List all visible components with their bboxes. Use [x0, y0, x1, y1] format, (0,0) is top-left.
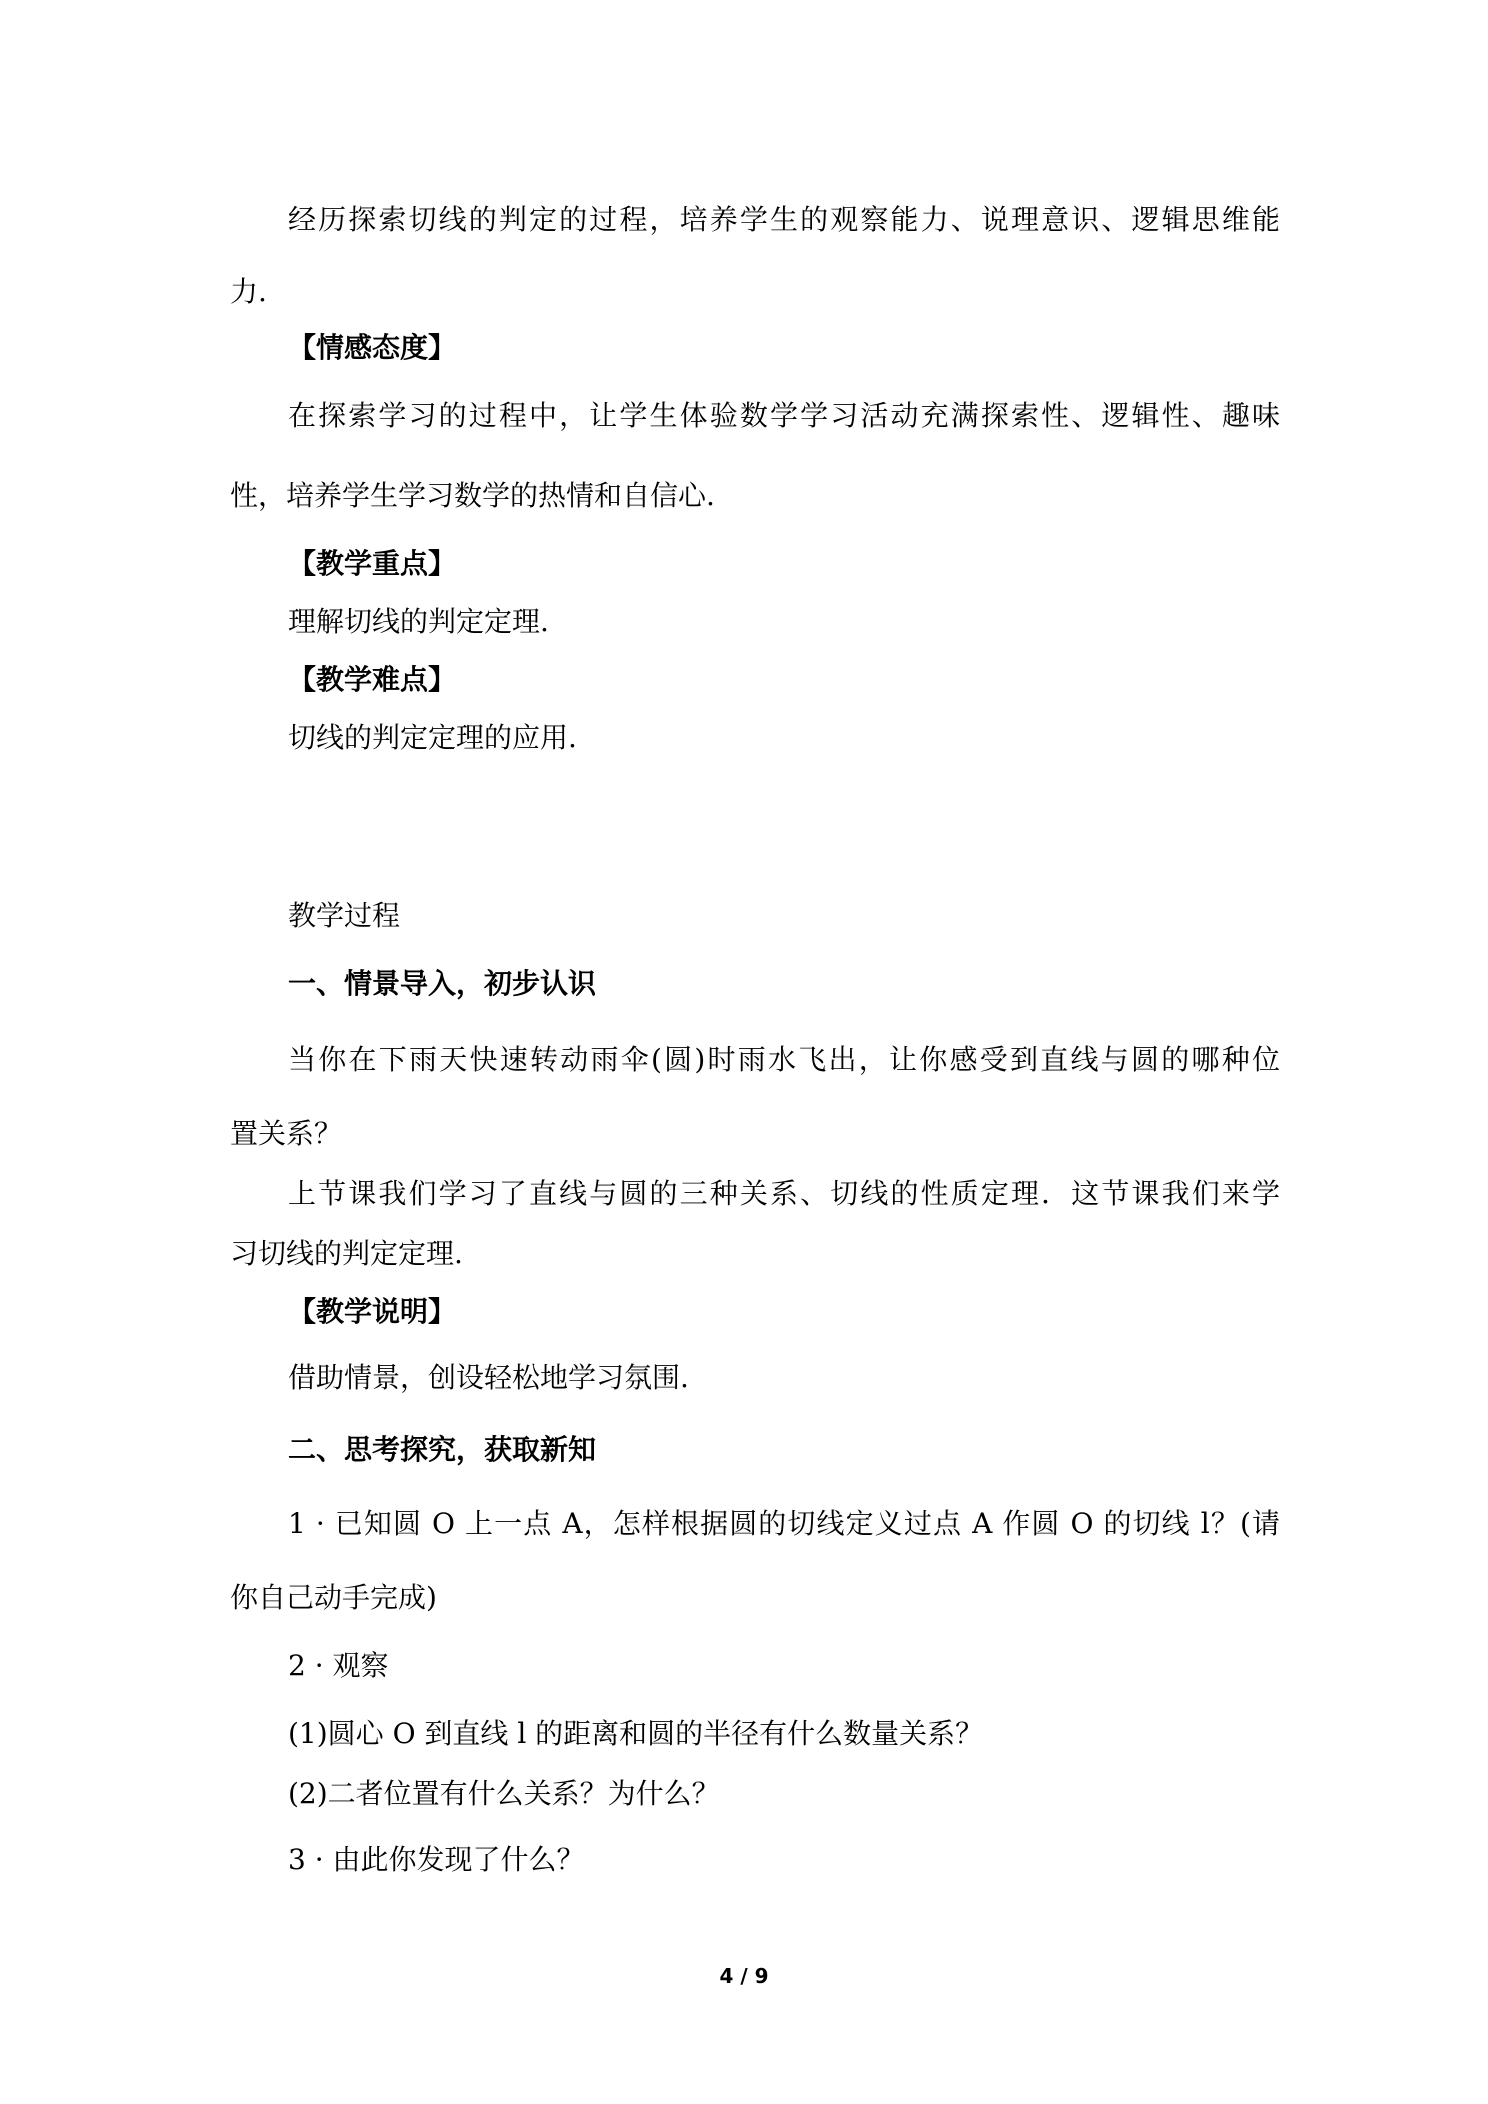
paragraph-line: 力. [230, 275, 267, 308]
paragraph-line: 习切线的判定定理. [230, 1237, 463, 1270]
process-title: 教学过程 [288, 899, 401, 932]
section-heading-2: 二、思考探究，获取新知 [288, 1433, 597, 1466]
paragraph-line: 上节课我们学习了直线与圆的三种关系、切线的性质定理．这节课我们来学 [288, 1177, 1280, 1210]
section-heading-note: 【教学说明】 [288, 1295, 457, 1328]
section-heading-difficulty: 【教学难点】 [288, 663, 457, 696]
paragraph-line: 你自己动手完成) [230, 1581, 437, 1614]
paragraph-line: 1 · 已知圆 O 上一点 A，怎样根据圆的切线定义过点 A 作圆 O 的切线 l？(请 [288, 1507, 1280, 1540]
paragraph-line: 性，培养学生学习数学的热情和自信心. [230, 479, 715, 512]
paragraph-line: 切线的判定定理的应用. [288, 721, 577, 754]
paragraph-line: (1)圆心 O 到直线 l 的距离和圆的半径有什么数量关系？ [288, 1717, 984, 1750]
page-number: 4 / 9 [719, 1964, 769, 1988]
section-heading-key-point: 【教学重点】 [288, 547, 457, 580]
paragraph-line: 置关系？ [230, 1117, 343, 1150]
paragraph-line: 在探索学习的过程中，让学生体验数学学习活动充满探索性、逻辑性、趣味 [288, 399, 1280, 432]
paragraph-line: 经历探索切线的判定的过程，培养学生的观察能力、说理意识、逻辑思维能 [288, 203, 1280, 236]
paragraph-line: (2)二者位置有什么关系？为什么？ [288, 1777, 720, 1810]
section-heading-1: 一、情景导入，初步认识 [288, 967, 597, 1000]
paragraph-line: 当你在下雨天快速转动雨伞(圆)时雨水飞出，让你感受到直线与圆的哪种位 [288, 1043, 1280, 1076]
paragraph-line: 理解切线的判定定理. [288, 605, 549, 638]
section-heading-emotion: 【情感态度】 [288, 331, 457, 364]
paragraph-line: 借助情景，创设轻松地学习氛围. [288, 1361, 689, 1394]
paragraph-line: 2 · 观察 [288, 1649, 389, 1682]
paragraph-line: 3 · 由此你发现了什么？ [288, 1843, 585, 1876]
